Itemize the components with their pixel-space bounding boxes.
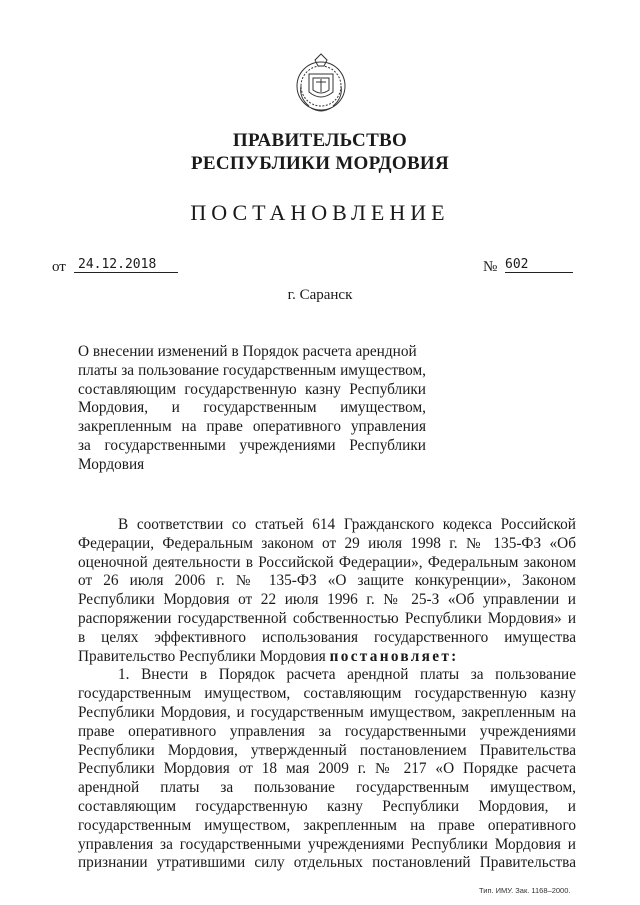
- body-line: Республики Мордовия, утвержденный постановлением Правительства: [78, 741, 576, 759]
- body-line-text: Правительство Республики Мордовия: [78, 647, 326, 665]
- number-label: №: [483, 259, 498, 275]
- title-line: О внесении изменений в Порядок расчета арендной: [78, 343, 417, 360]
- body-line: Республики Мордовия от 18 мая 2009 г. № 217 «О Порядке расчета: [78, 760, 576, 778]
- coat-of-arms-icon: [291, 52, 351, 116]
- document-body: [78, 516, 576, 873]
- org-name-line1: ПРАВИТЕЛЬСТВО: [232, 130, 408, 151]
- title-line: за государственными учреждениями Республики: [78, 436, 426, 454]
- body-line: Республики Мордовия, и государственным имуществом, закрепленным на: [78, 703, 576, 721]
- org-name-line2: РЕСПУБЛИКИ МОРДОВИЯ: [190, 153, 450, 174]
- city: г. Саранск: [287, 287, 353, 303]
- body-line: государственным имуществом, составляющим государственную казну: [78, 685, 576, 703]
- body-line: признании утратившими силу отдельных постановлений Правительства: [78, 854, 576, 872]
- body-line: [78, 648, 576, 667]
- body-line: арендной платы за пользование государственным имуществом,: [78, 779, 576, 797]
- body-line: Федерации, Федеральным законом от 29 июля 1998 г. № 135-ФЗ «Об: [78, 534, 576, 552]
- body-line: в целях эффективного использования государственного имущества: [78, 628, 576, 646]
- document-type: ПОСТАНОВЛЕНИЕ: [190, 200, 450, 225]
- title-line: составляющим государственную казну Республики: [78, 380, 426, 398]
- title-line: Мордовия: [78, 455, 145, 473]
- body-line: управления за государственными учреждениями Республики Мордовия и: [78, 835, 576, 853]
- body-line: распоряжении государственной собственностью Республики Мордовия» и: [78, 609, 576, 627]
- body-line: 1. Внести в Порядок расчета арендной платы за пользование: [118, 666, 576, 684]
- body-line: Республики Мордовия от 22 июля 1996 г. № 25-З «Об управлении и: [78, 591, 576, 609]
- document-date: 24.12.2018: [74, 257, 178, 273]
- body-line: праве оперативного управления за государственными учреждениями: [78, 722, 576, 740]
- document-title: [78, 343, 426, 475]
- document-number: 602: [505, 257, 573, 273]
- title-line: закрепленным на праве оперативного управления: [78, 418, 426, 436]
- body-line: составляющим государственную казну Республики Мордовия, и: [78, 797, 576, 815]
- body-line: от 26 июля 2006 г. № 135-ФЗ «О защите конкуренции», Законом: [78, 572, 576, 590]
- resolves-keyword: постановляет:: [329, 647, 459, 665]
- print-mark: Тип. ИМУ. Зак. 1168–2000.: [479, 886, 571, 895]
- body-line: государственным имуществом, закрепленным на праве оперативного: [78, 816, 576, 834]
- title-line: платы за пользование государственным имуществом,: [78, 361, 426, 379]
- date-label: от: [52, 259, 66, 275]
- body-line: оценочной деятельности в Российской Федерации», Федеральным законом: [78, 553, 576, 571]
- body-line: В соответствии со статьей 614 Гражданского кодекса Российской: [118, 516, 576, 533]
- title-line: Мордовия, и государственным имуществом,: [78, 399, 426, 417]
